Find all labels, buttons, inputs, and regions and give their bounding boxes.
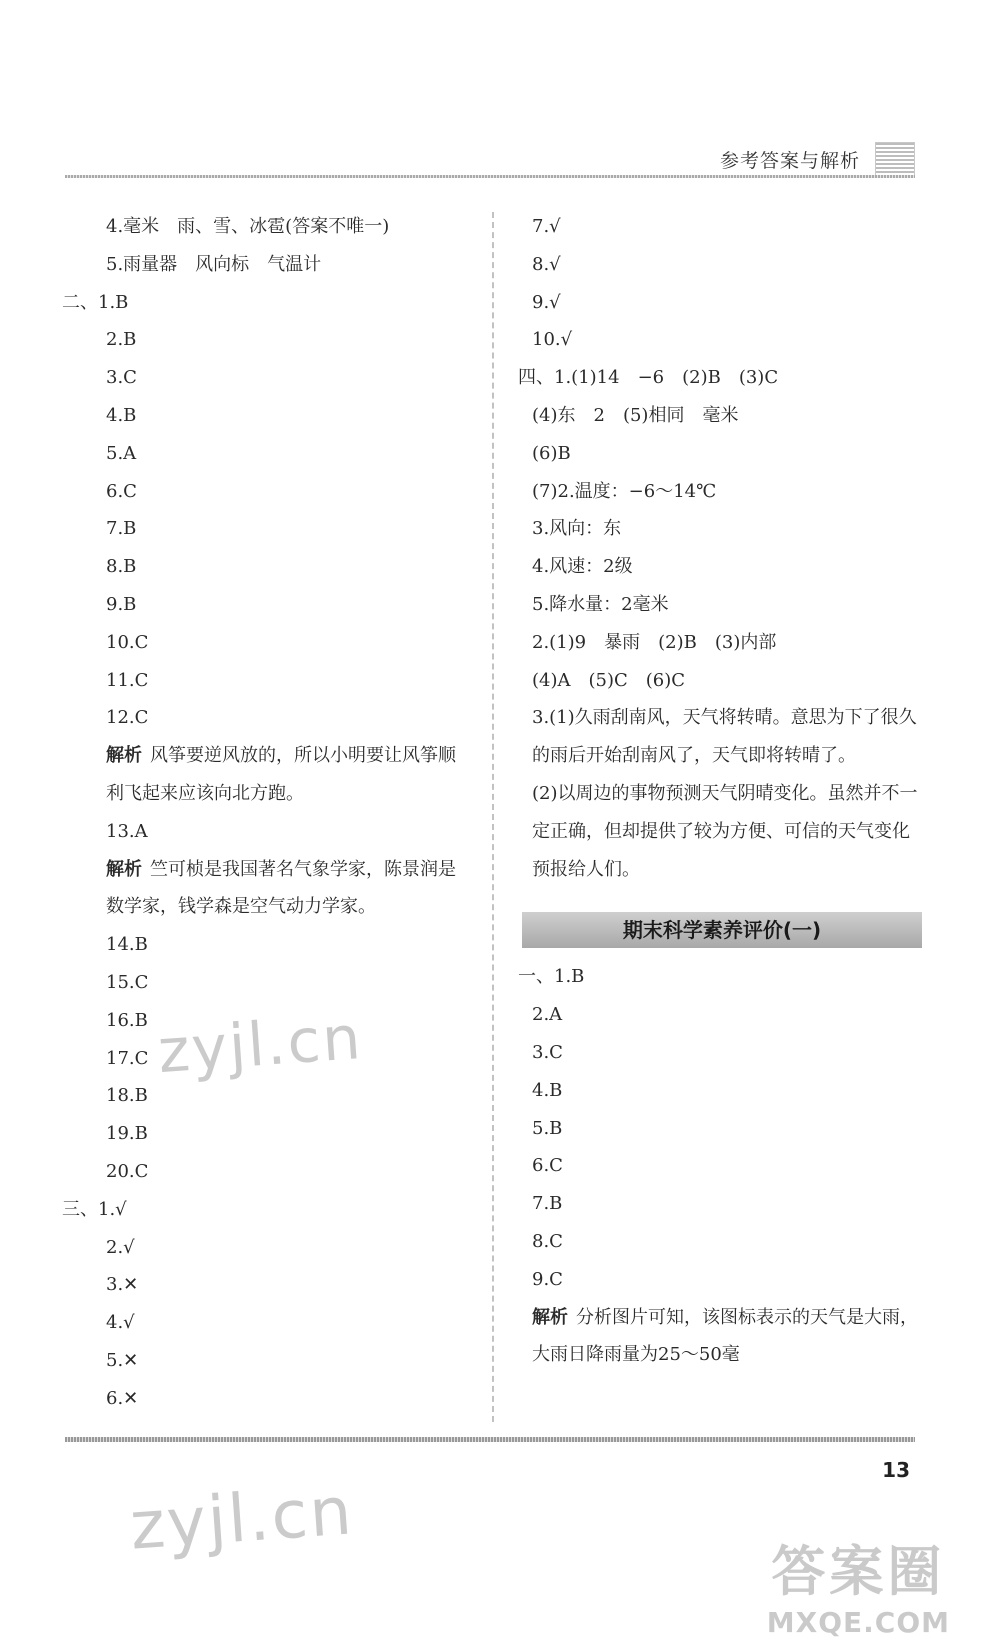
- answer-text: 9.C: [532, 1268, 563, 1290]
- answer-line: [518, 996, 918, 1034]
- answer-line: [518, 548, 918, 586]
- explanation-label: 解析: [106, 858, 142, 880]
- answer-line: [62, 548, 467, 586]
- answer-line: [518, 662, 918, 700]
- answer-line: [518, 246, 918, 284]
- answer-line: [62, 473, 467, 511]
- section-prefix: 二、: [62, 291, 98, 313]
- answer-text: 15.C: [106, 971, 149, 993]
- answer-text: 2.B: [106, 329, 137, 351]
- answer-line: [62, 662, 467, 700]
- answer-text: 18.B: [106, 1085, 148, 1107]
- footer-rule: [65, 1437, 915, 1442]
- answer-line: [62, 1191, 467, 1229]
- answer-line: [62, 321, 467, 359]
- answer-line: [62, 1077, 467, 1115]
- answer-line: [62, 208, 467, 246]
- answer-list: [62, 208, 467, 737]
- explanation-block: [62, 737, 467, 813]
- answer-line: [518, 1223, 918, 1261]
- answer-line: [62, 1380, 467, 1418]
- answer-text: 5.A: [106, 442, 137, 464]
- answer-text: 6.C: [532, 1155, 563, 1177]
- section-title: 期末科学素养评价(一): [522, 912, 922, 948]
- answer-line: [62, 246, 467, 284]
- answer-line: [518, 284, 918, 322]
- answer-text: 2.√: [106, 1236, 135, 1258]
- answer-line: [518, 624, 918, 662]
- answer-text: 1.√: [98, 1198, 127, 1220]
- answer-line: [62, 1266, 467, 1304]
- answer-line: [518, 435, 918, 473]
- answer-line: [62, 699, 467, 737]
- answer-line: [62, 510, 467, 548]
- answer-text: 8.√: [532, 253, 561, 275]
- answer-list: [518, 208, 918, 699]
- explanation-block: [62, 851, 467, 927]
- answer-line: [62, 359, 467, 397]
- answer-line: [518, 1261, 918, 1299]
- answer-line: [518, 1147, 918, 1185]
- watermark-text: zyjl.cn: [155, 1002, 365, 1088]
- answer-text: 10.√: [532, 329, 573, 351]
- answer-text: 3.C: [532, 1041, 563, 1063]
- answer-text: (4)东 2 (5)相同 毫米: [532, 404, 739, 426]
- answer-text: 3.✕: [106, 1274, 139, 1296]
- answer-text: 17.C: [106, 1047, 149, 1069]
- answer-text: 11.C: [106, 669, 149, 691]
- section-prefix: 三、: [62, 1198, 98, 1220]
- answer-text: 12.C: [106, 707, 149, 729]
- section-prefix: 一、: [518, 966, 554, 988]
- answer-line: [518, 958, 918, 996]
- answer-text: 1.(1)14 −6 (2)B (3)C: [554, 367, 779, 389]
- answer-text: 6.✕: [106, 1387, 139, 1409]
- answer-text: 4.B: [106, 404, 137, 426]
- answer-line: [62, 435, 467, 473]
- answer-line: [62, 1304, 467, 1342]
- answer-line: [62, 1229, 467, 1267]
- answer-line: [62, 397, 467, 435]
- answer-line: [518, 586, 918, 624]
- answer-line: [62, 926, 467, 964]
- answer-text: 4.风速：2级: [532, 556, 633, 578]
- answer-line: [62, 586, 467, 624]
- answer-line: [518, 1034, 918, 1072]
- answer-paragraph: 3.(1)久雨刮南风，天气将转晴。意思为下了很久的雨后开始刮南风了，天气即将转晴了。: [532, 707, 917, 767]
- answer-text: 1.B: [98, 291, 129, 313]
- watermark-logo: [767, 1529, 950, 1639]
- header-rule: [65, 175, 915, 178]
- explanation-text: 分析图片可知，该图标表示的天气是大雨，大雨日降雨量为25～50毫: [532, 1306, 918, 1366]
- answer-text: 10.C: [106, 631, 149, 653]
- page-number: 13: [882, 1458, 910, 1482]
- explanation-text: 风筝要逆风放的，所以小明要让风筝顺利飞起来应该向北方跑。: [106, 745, 456, 804]
- answer-text: (6)B: [532, 442, 571, 464]
- answer-text: 8.B: [106, 556, 137, 578]
- answer-text: 9.B: [106, 593, 137, 615]
- answer-line: [518, 1072, 918, 1110]
- answer-text: 1.B: [554, 966, 585, 988]
- explanation-label: 解析: [106, 745, 142, 767]
- answer-list: [518, 958, 918, 1298]
- answer-text: 5.B: [532, 1117, 563, 1139]
- answer-text: 3.风向：东: [532, 518, 622, 540]
- answer-text: 9.√: [532, 291, 561, 313]
- answer-line: [518, 510, 918, 548]
- answer-text: 2.(1)9 暴雨 (2)B (3)内部: [532, 631, 777, 653]
- answer-text: 7.B: [106, 518, 137, 540]
- header-title: 参考答案与解析: [719, 150, 860, 172]
- watermark-text: zyjl.cn: [127, 1472, 356, 1565]
- answer-text: 5.✕: [106, 1349, 139, 1371]
- answer-paragraph: (2)以周边的事物预测天气阴晴变化。虽然并不一定正确，但却提供了较为方便、可信的天气变化预报给人们。: [532, 782, 918, 880]
- answer-text: 4.√: [106, 1312, 135, 1334]
- explanation-block: [518, 1299, 918, 1375]
- answer-line: [62, 624, 467, 662]
- answer-line: [62, 964, 467, 1002]
- answer-line: [518, 208, 918, 246]
- right-column: [518, 208, 918, 1374]
- answer-line: [518, 397, 918, 435]
- explanation-text: 竺可桢是我国著名气象学家，陈景润是数学家，钱学森是空气动力学家。: [106, 858, 456, 918]
- answer-text: 4.毫米 雨、雪、冰雹(答案不唯一): [106, 216, 390, 237]
- answer-line: [62, 284, 467, 322]
- answer-text: 16.B: [106, 1009, 148, 1031]
- answer-line: [518, 1185, 918, 1223]
- answer-text: 3.C: [106, 367, 137, 389]
- answer-line: [518, 359, 918, 397]
- answer-text: 2.A: [532, 1004, 563, 1026]
- section-prefix: 四、: [518, 367, 554, 389]
- answer-list: [62, 926, 467, 1417]
- answer-text: (7)2.温度：−6～14℃: [532, 480, 717, 502]
- answer-text: 4.B: [532, 1079, 563, 1101]
- answer-text: 19.B: [106, 1123, 148, 1145]
- answer-text: 7.√: [532, 216, 561, 237]
- answer-text: (4)A (5)C (6)C: [532, 669, 686, 691]
- header-decoration: [875, 142, 915, 178]
- answer-line: [518, 321, 918, 359]
- watermark-logo-bottom: MXQE.COM: [766, 1606, 950, 1639]
- column-divider: [492, 212, 494, 1422]
- answer-line: [518, 473, 918, 511]
- answer-line: [518, 1110, 918, 1148]
- answer-text: 20.C: [106, 1160, 149, 1182]
- answer-line: [62, 1153, 467, 1191]
- answer-item: 13.A: [106, 820, 148, 842]
- answer-text: 5.降水量：2毫米: [532, 593, 669, 615]
- watermark-logo-top: 答案圈: [771, 1540, 946, 1603]
- answer-text: 6.C: [106, 480, 137, 502]
- answer-text: 7.B: [532, 1193, 563, 1215]
- answer-line: [62, 1342, 467, 1380]
- explanation-label: 解析: [532, 1306, 568, 1328]
- answer-text: 8.C: [532, 1230, 563, 1252]
- answer-line: [62, 1115, 467, 1153]
- left-column: [62, 208, 467, 1418]
- answer-text: 5.雨量器 风向标 气温计: [106, 253, 322, 275]
- answer-text: 14.B: [106, 934, 148, 956]
